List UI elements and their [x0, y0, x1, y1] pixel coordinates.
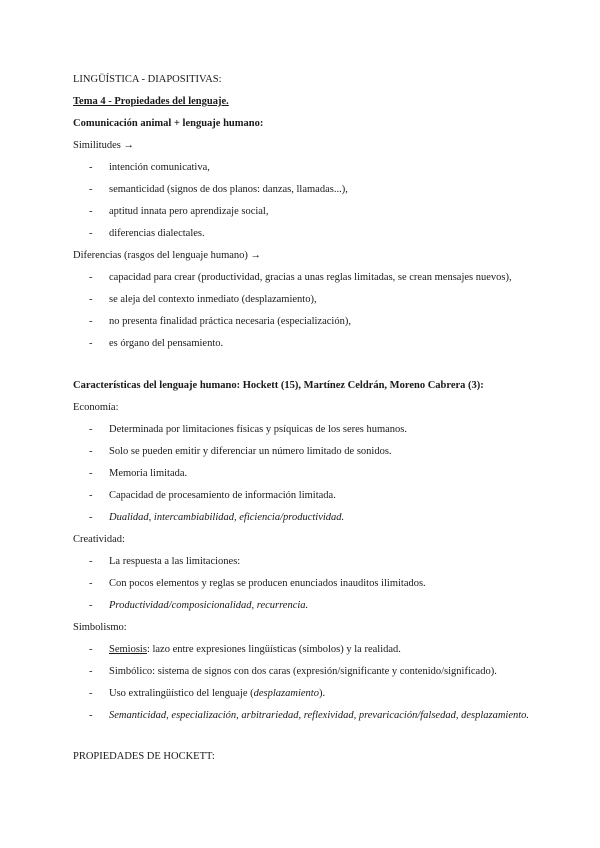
list-item: - se aleja del contexto inmediato (desplazamiento), [89, 294, 317, 305]
list-item: - Memoria limitada. [89, 468, 188, 479]
list-item: - es órgano del pensamiento. [89, 338, 224, 349]
economia-label: Economía: [73, 402, 119, 413]
list-item: - capacidad para crear (productividad, gracias a unas reglas limitadas, se crean mensajes nuevos), [89, 272, 512, 283]
doc-title: LINGÜÍSTICA - DIAPOSITIVAS: [73, 74, 222, 85]
list-item: - Solo se pueden emitir y diferenciar un número limitado de sonidos. [89, 446, 392, 457]
list-item: - Productividad/composicionalidad, recurrencia. [89, 600, 309, 611]
tema-heading: Tema 4 - Propiedades del lenguaje. [73, 96, 229, 107]
list-item: - Capacidad de procesamiento de información limitada. [89, 490, 336, 501]
list-item: - Dualidad, intercambiabilidad, eficiencia/productividad. [89, 512, 345, 523]
list-item: - Simbólico: sistema de signos con dos caras (expresión/significante y contenido/significado). [89, 666, 497, 677]
list-item: - semanticidad (signos de dos planos: danzas, llamadas...), [89, 184, 348, 195]
list-item: - Uso extralingüístico del lenguaje (desplazamiento). [89, 688, 326, 699]
list-item: - Determinada por limitaciones físicas y psíquicas de los seres humanos. [89, 424, 408, 435]
list-item: - Semiosis: lazo entre expresiones lingüísticas (símbolos) y la realidad. [89, 644, 401, 655]
simbolismo-label: Simbolismo: [73, 622, 127, 633]
list-item: - intención comunicativa, [89, 162, 210, 173]
list-item: - La respuesta a las limitaciones: [89, 556, 241, 567]
diferencias-label: Diferencias (rasgos del lenguaje humano) → [73, 250, 262, 261]
list-item: - no presenta finalidad práctica necesaria (especialización), [89, 316, 351, 327]
section2-heading: Características del lenguaje humano: Hockett (15), Martínez Celdrán, Moreno Cabrera (3): [73, 380, 484, 391]
creatividad-label: Creatividad: [73, 534, 125, 545]
list-item: - diferencias dialectales. [89, 228, 205, 239]
list-item: - Con pocos elementos y reglas se producen enunciados inauditos ilimitados. [89, 578, 426, 589]
similitudes-label: Similitudes → [73, 140, 134, 151]
section1-heading: Comunicación animal + lenguaje humano: [73, 118, 264, 129]
list-item: - aptitud innata pero aprendizaje social, [89, 206, 269, 217]
list-item: - Semanticidad, especialización, arbitrariedad, reflexividad, prevaricación/falsedad, desplazamiento. [89, 710, 530, 721]
footer-heading: PROPIEDADES DE HOCKETT: [73, 751, 215, 762]
